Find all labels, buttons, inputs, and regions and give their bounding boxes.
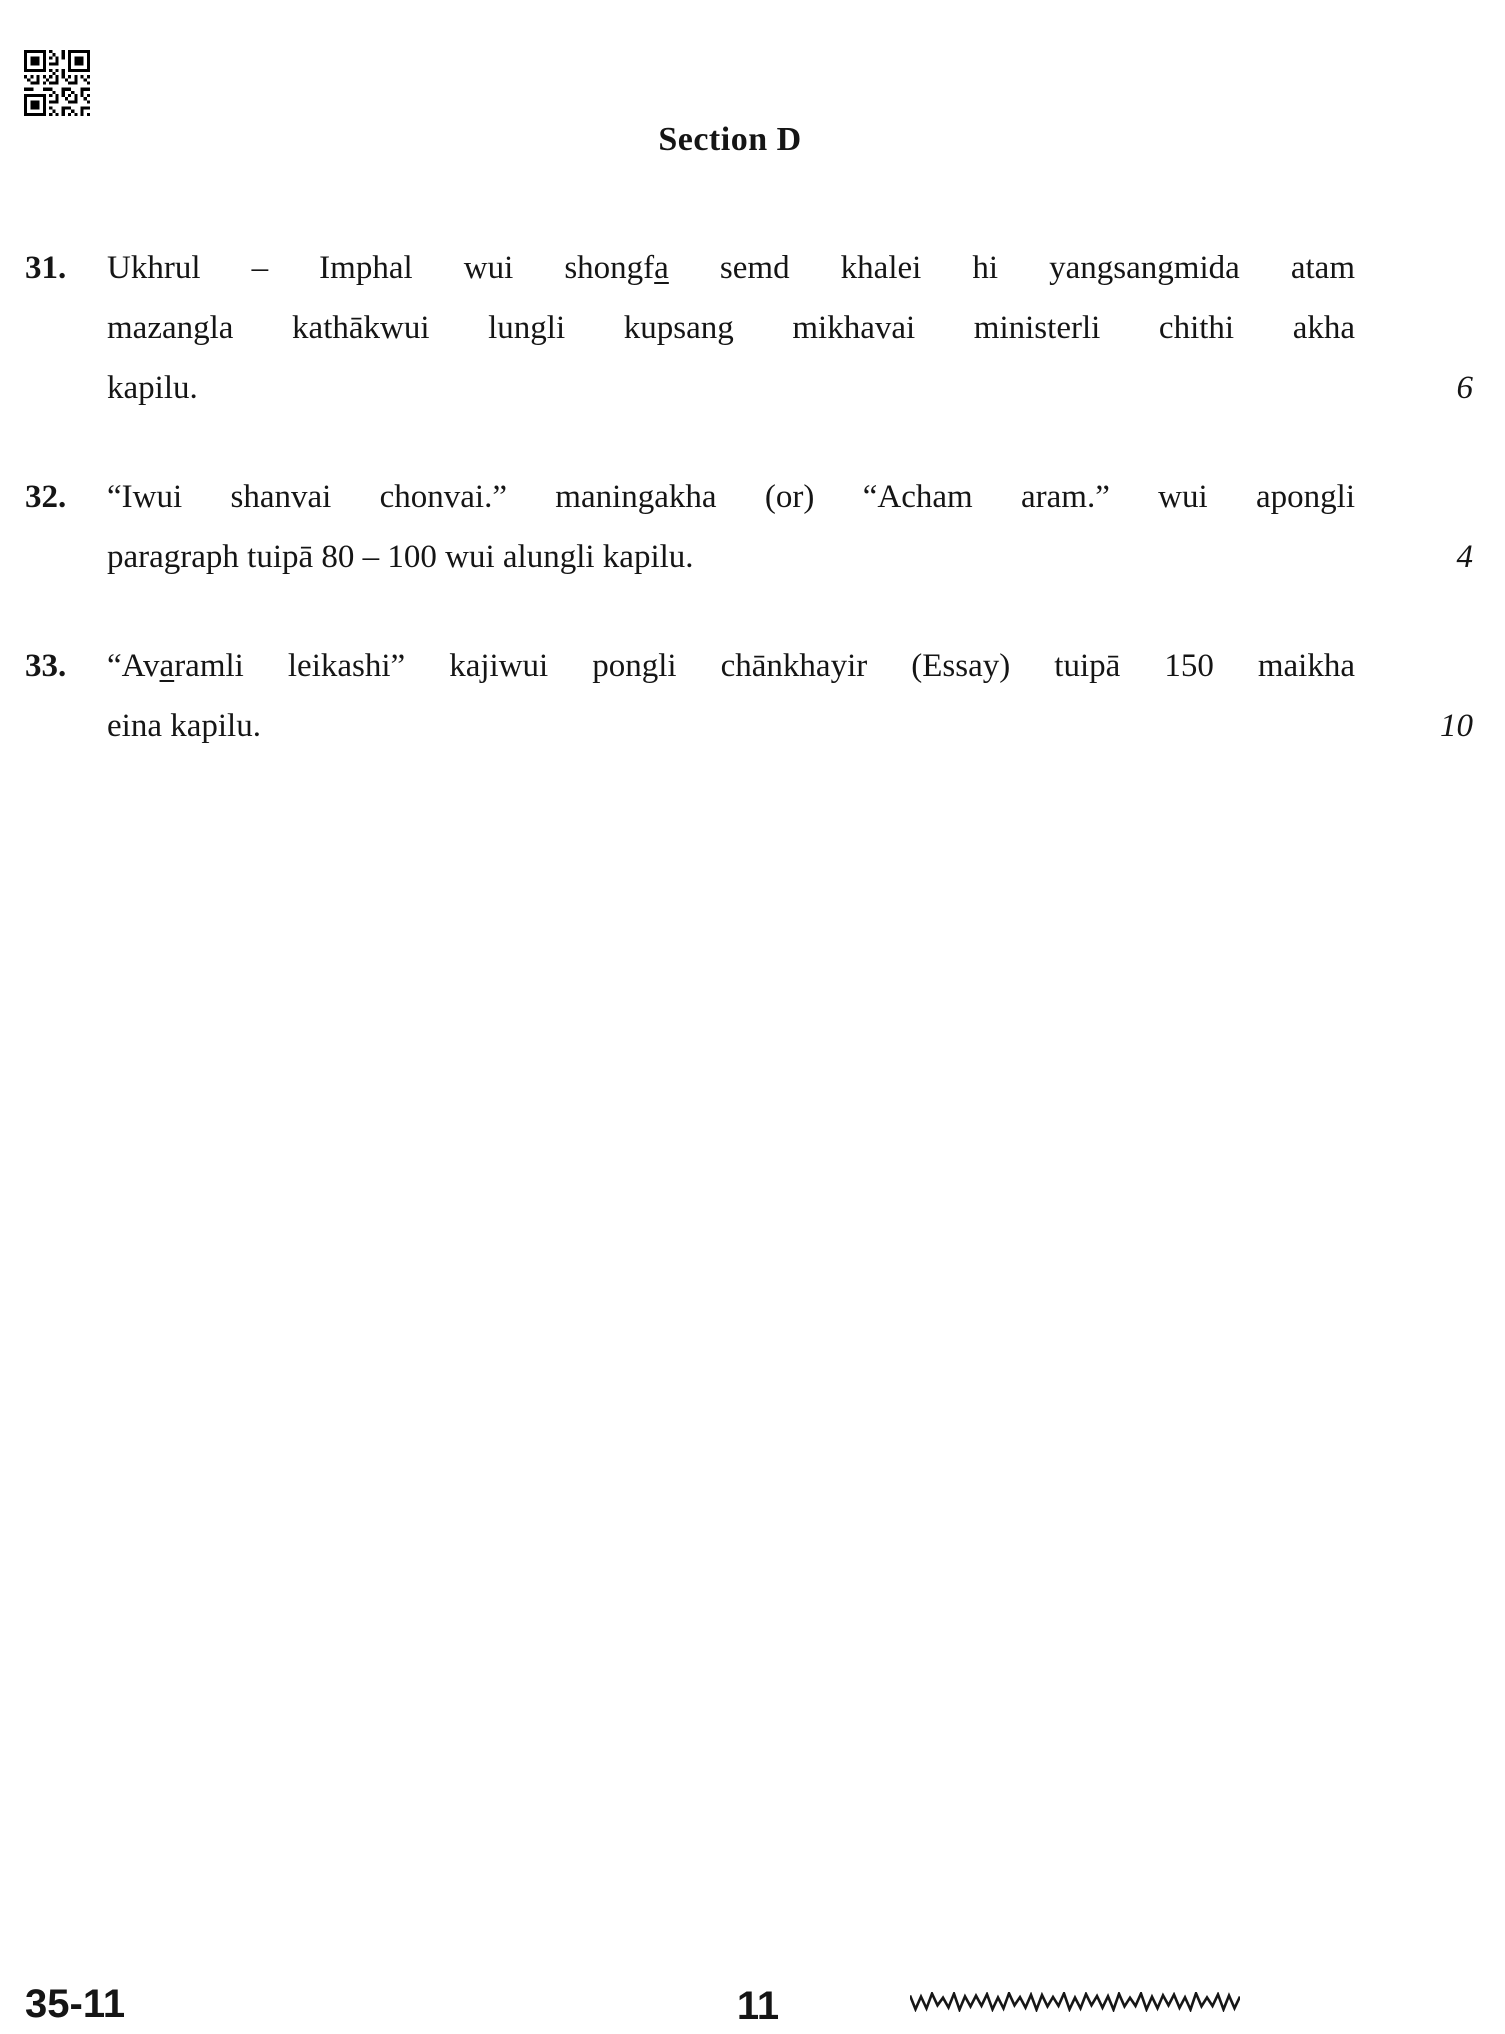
- question: [25, 636, 1485, 756]
- question-number: 32.: [25, 479, 67, 515]
- question-marks: 4: [1456, 539, 1473, 575]
- question-text-line: mazangla kathākwui lungli kupsang mikhavai ministerli chithi akha: [107, 310, 1355, 346]
- question-text-line: Ukhrul – Imphal wui shongfa semd khalei hi yangsangmida atam: [107, 250, 1355, 286]
- page-number: 11: [736, 1984, 780, 2028]
- paper-code: 35-11: [25, 1982, 126, 2026]
- question-text: [107, 636, 1355, 756]
- squiggle-line: [910, 1992, 1240, 2012]
- question-text-line: “Avaramli leikashi” kajiwui pongli chānkhayir (Essay) tuipā 150 maikha: [107, 648, 1355, 684]
- question-text-line: paragraph tuipā 80 – 100 wui alungli kapilu.: [107, 539, 694, 575]
- underlined-letter: a: [654, 250, 669, 286]
- question: [25, 238, 1485, 418]
- question-text-line: “Iwui shanvai chonvai.” maningakha (or) “Acham aram.” wui apongli: [107, 479, 1355, 515]
- underlined-letter: a: [159, 648, 175, 684]
- question: [25, 467, 1485, 587]
- question-text-line: kapilu.: [107, 370, 198, 406]
- questions-list: [25, 238, 1485, 805]
- question-marks: 10: [1440, 708, 1473, 744]
- question-number: 33.: [25, 648, 67, 684]
- question-number: 31.: [25, 250, 67, 286]
- question-text: [107, 238, 1355, 418]
- question-text-line: eina kapilu.: [107, 708, 261, 744]
- section-title: Section D: [658, 121, 802, 158]
- qr-code: [24, 50, 90, 116]
- question-text: [107, 467, 1355, 587]
- question-marks: 6: [1456, 370, 1473, 406]
